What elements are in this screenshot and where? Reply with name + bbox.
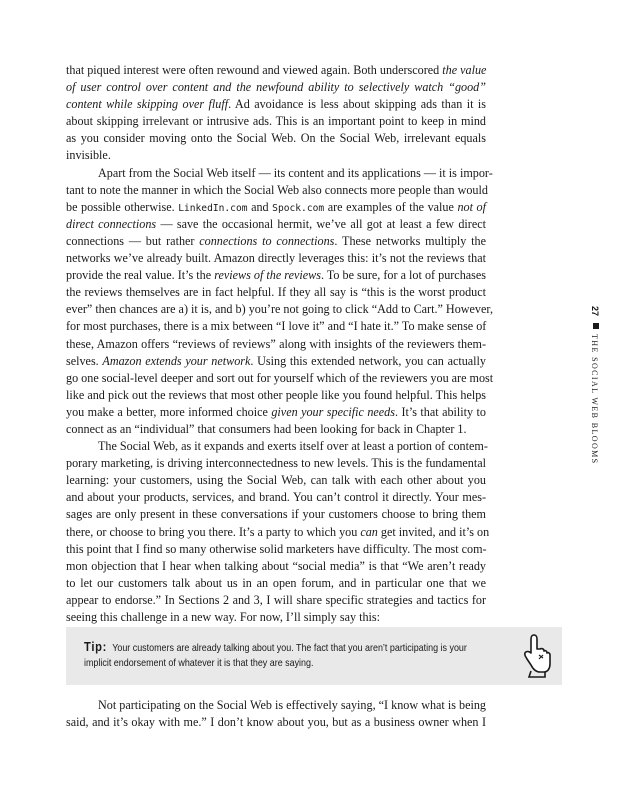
text-span: content while skipping over fluff: [66, 97, 229, 112]
page-margin-header: [590, 306, 604, 506]
text-span: tant to note the manner in which the Social Web also connects more people than would: [66, 182, 488, 197]
text-span: that piqued interest were often rewound and viewed again. Both underscored: [66, 63, 443, 77]
text-span: . Ad avoidance is less about skipping ads than it is: [228, 97, 487, 112]
text-line: [66, 714, 486, 731]
paragraph-2: [66, 165, 494, 439]
pointing-hand-icon: [518, 631, 554, 679]
text-span: Amazon extends your network: [102, 353, 251, 368]
text-span: the value: [442, 63, 487, 77]
text-span: you make a better, more informed choice: [66, 404, 272, 419]
text-span: connections to connections: [199, 233, 335, 248]
paragraph-3: [66, 438, 490, 626]
text-line: [66, 387, 486, 404]
text-line: [66, 592, 486, 609]
text-span: as you consider moving onto the Social Web. On the Social Web, irrelevant equals: [66, 131, 486, 146]
text-span: about skipping irrelevant or intrusive ads. This is an important point to keep in mind: [66, 114, 486, 129]
text-line: [66, 284, 486, 301]
text-line: [66, 404, 486, 421]
page-number: 27: [590, 306, 600, 317]
text-line: [66, 216, 486, 233]
text-span: given your specific needs: [271, 404, 395, 419]
text-line: [66, 79, 486, 96]
text-line: [66, 301, 493, 318]
text-span: of user control over content and the newfound ability to selectively watch “good”: [66, 80, 486, 95]
text-span: Apart from the Social Web itself — its content and its applications — it is impor-: [98, 165, 493, 180]
text-span: . It’s that ability to: [394, 404, 487, 419]
body-text: [66, 62, 494, 626]
text-span: . To be sure, for a lot of purchases: [320, 268, 486, 283]
text-line: [66, 96, 486, 113]
text-span: Spock.com: [272, 202, 325, 214]
text-span: networks we’ve already built. Amazon directly leverages this: it’s not the reviews that: [66, 251, 486, 266]
text-span: learning: your customers, using the Social Web, can talk with each other about you: [66, 473, 486, 488]
text-span: reviews of the reviews: [214, 268, 321, 283]
text-line: [66, 318, 486, 335]
text-span: the reviews themselves are in fact helpful. If they all say is “this is the worst product: [66, 285, 486, 300]
text-line: [66, 233, 486, 250]
text-span: direct connections: [66, 216, 157, 231]
text-span: these, Amazon offers “reviews of reviews” along with insights of the reviewers them-: [66, 336, 486, 351]
tip-line-1: [84, 639, 467, 654]
text-line: [66, 267, 486, 284]
text-span: LinkedIn.com: [178, 202, 248, 214]
text-line: [66, 541, 486, 558]
text-span: said, and it’s okay with me.” I don’t know about you, but as a business owner when I: [66, 715, 486, 730]
tip-line-2: implicit endorsement of whatever it is that they are saying.: [84, 658, 314, 669]
body-text-continued: [66, 697, 486, 731]
text-span: appear to endorse.” In Sections 2 and 3, I will share specific strategies and tactics for: [66, 592, 486, 607]
text-span: for most purchases, there is a mix between “I love it” and “I hate it.” To make sense of: [66, 319, 487, 334]
tip-text-1: Your customers are already talking about you. The fact that you aren’t participating is your: [112, 643, 467, 654]
text-span: sages are only present in these conversations if your customers choose to bring them: [66, 507, 486, 522]
text-span: not of: [457, 199, 486, 214]
text-span: . These networks multiply the: [334, 233, 486, 248]
running-head: THE SOCIAL WEB BLOOMS: [590, 334, 599, 465]
text-span: are examples of the value: [324, 199, 458, 214]
text-span: and: [247, 199, 273, 214]
text-span: seeing this challenge in a new way. For now, I’ll simply say this:: [66, 610, 381, 624]
text-span: connect as an “individual” that consumers had been looking for back in Chapter 1.: [66, 421, 467, 436]
text-line: [66, 113, 486, 130]
text-line: [66, 165, 493, 182]
text-line: [66, 62, 486, 79]
text-span: this point that I find so many otherwise solid marketers have difficulty. The most com-: [66, 541, 487, 556]
text-span: ever” then chances are a) it is, and b) you’re not going to click “Add to Cart.” However,: [66, 302, 493, 317]
square-bullet-icon: [593, 323, 599, 329]
text-span: get invited, and it’s on: [377, 524, 490, 539]
paragraph-4: [66, 697, 486, 731]
text-span: . Using this extended network, you can actually: [250, 353, 487, 368]
text-line: [66, 524, 490, 541]
text-line: [66, 575, 486, 592]
text-span: can: [360, 524, 378, 539]
text-span: to let our customers talk about us in an open forum, and in particular one that we: [66, 575, 486, 590]
text-span: go one social-level deeper and sort out for yourself which of the reviewers you are most: [66, 370, 494, 385]
text-line: [66, 472, 486, 489]
text-line: [66, 506, 486, 523]
text-line: [66, 353, 486, 370]
text-line: [66, 147, 486, 164]
text-span: and about your products, services, and brand. You can’t control it directly. Your mes-: [66, 490, 486, 505]
text-span: provide the real value. It’s the: [66, 268, 215, 283]
tip-box: [66, 627, 562, 685]
text-span: Not participating on the Social Web is effectively saying, “I know what is being: [98, 698, 486, 712]
text-line: [66, 250, 486, 267]
text-span: — save the occasional hermit, we’ve all got at least a few direct: [156, 216, 486, 231]
text-span: selves.: [66, 353, 103, 368]
text-line: [66, 199, 486, 216]
text-line: [66, 336, 486, 353]
paragraph-1: [66, 62, 486, 165]
text-span: like and pick out the reviews that most other people like you found helpful. This helps: [66, 387, 486, 402]
text-line: [66, 370, 494, 387]
text-line: [66, 489, 486, 506]
text-span: invisible.: [66, 148, 111, 163]
text-span: be possible otherwise.: [66, 199, 179, 214]
text-span: there, or choose to bring you there. It’s a party to which you: [66, 524, 361, 539]
text-span: porary marketing, is driving interconnectedness to new levels. This is the fundamental: [66, 456, 486, 471]
tip-label: Tip:: [84, 639, 108, 654]
text-line: [66, 421, 486, 438]
text-line: [66, 455, 486, 472]
text-span: The Social Web, as it expands and exerts itself over at least a portion of contem-: [98, 439, 488, 454]
text-line: [66, 130, 486, 147]
text-span: connections — but rather: [66, 233, 200, 248]
text-line: [66, 697, 486, 714]
text-line: [66, 609, 486, 626]
text-line: [66, 558, 486, 575]
text-line: [66, 182, 486, 199]
text-span: mon objection that I hear when talking about “social media” is that “We aren’t ready: [66, 558, 486, 573]
text-line: [66, 438, 486, 455]
